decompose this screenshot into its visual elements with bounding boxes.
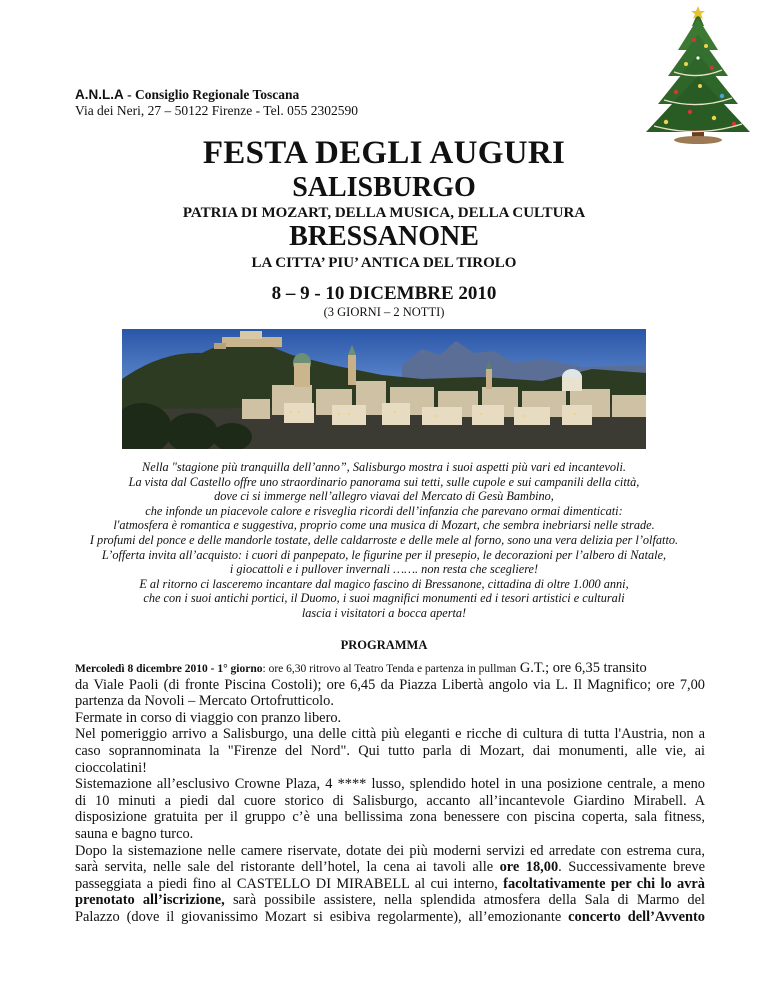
concert-venue-text: sarà possibile assistere, nella splendida atmosfera della Sala di Marmo del <box>224 892 705 909</box>
event-dates: 8 – 9 - 10 DICEMBRE 2010 <box>271 283 497 304</box>
dinner-time: ore 18,00 <box>499 859 559 876</box>
dinner-text: sarà servita, nelle sale del ristorante dell’hotel, la cena ai tavoli alle <box>75 859 500 876</box>
event-title: FESTA DEGLI AUGURI <box>202 135 566 171</box>
intro-line: I profumi del ponce e delle mandorle tostate, delle caldarroste e delle mele al forno, sono una vera delizia per l’olfatto. <box>89 532 679 547</box>
intro-line: La vista dal Castello offre uno straordinario panorama sui tetti, sulle cupole e sui campanili della città, <box>128 474 640 489</box>
mozart-palace-text: Palazzo (dove il giovanissimo Mozart si esibiva regolarmente), all’emozionante <box>75 908 569 925</box>
program-line: Sistemazione all’esclusivo Crowne Plaza, 4 **** lusso, splendido hotel in una posizione centrale, a meno <box>75 776 705 793</box>
optional-note: facoltativamente per chi lo avrà <box>503 875 705 892</box>
salisburgo-subtitle: PATRIA DI MOZART, DELLA MUSICA, DELLA CULTURA <box>182 205 586 221</box>
program-line <box>75 859 705 876</box>
program-heading: PROGRAMMA <box>340 638 428 652</box>
org-abbreviation: A.N.L.A <box>75 87 124 102</box>
program-line: Fermate in corso di viaggio con pranzo libero. <box>75 709 342 726</box>
program-line: da Viale Paoli (di fronte Piscina Costoli); ore 6,45 da Piazza Libertà angolo via L. Il Magnifico; ore 7,00 <box>75 676 705 693</box>
program-line: Dopo la sistemazione nelle camere riservate, dotate dei più moderni servizi ed arredate con estrema cura, <box>75 842 705 859</box>
program-line: sauna e bagno turco. <box>75 825 194 842</box>
program-line: caso soprannominata la "Firenze del Nord". Qui tutto parla di Mozart, dai monumenti, alle vie, ai <box>75 742 705 759</box>
intro-line: dove ci si immerge nell’allegro viavai del Mercato di Gesù Bambino, <box>214 489 554 504</box>
program-line: cioccolatini! <box>75 759 147 776</box>
event-duration: (3 GIORNI – 2 NOTTI) <box>323 305 445 319</box>
intro-line: che con i suoi antichi portici, il Duomo, i suoi magnifici monumenti ed i tesori artistici e culturali <box>143 591 625 606</box>
after-dinner-text: . Successivamente breve <box>558 859 705 876</box>
walk-text: passeggiata a piedi fino al CASTELLO DI MIRABELL al cui interno, <box>75 875 504 892</box>
program-line <box>75 892 705 909</box>
program-line <box>75 876 705 893</box>
registration-note: prenotato all’iscrizione, <box>75 892 225 909</box>
destination-bressanone: BRESSANONE <box>289 221 479 252</box>
christmas-tree-icon <box>634 6 762 146</box>
program-line: di 10 minuti a piedi dal cuore storico di Salisburgo, accanto all’incantevole Giardino Mirabell. A <box>75 792 705 809</box>
organization-address: Via dei Neri, 27 – 50122 Firenze - Tel. 055 2302590 <box>75 103 358 118</box>
intro-line: che infonde un piacevole calore e risveglia ricordi dell’infanzia che parevano ormai dimenticati: <box>145 503 623 518</box>
day1-transit: G.T.; ore 6,35 transito <box>516 660 647 676</box>
intro-line: lascia i visitatori a bocca aperta! <box>301 605 467 620</box>
intro-line: i giocattoli e i pullover invernali ……. non resta che scegliere! <box>229 562 539 577</box>
program-line <box>75 660 705 677</box>
intro-line: L’offerta invita all’acquisto: i cuori di panpepato, le figurine per il presepio, le decorazioni per l’albero di Natale, <box>101 547 667 562</box>
program-line: disposizione gratuita per il gruppo c’è una bellissima zona benessere con piscina coperta, sala fitness, <box>75 809 705 826</box>
program-line <box>75 909 705 926</box>
program-line: partenza da Novoli – Mercato Ortofrutticolo. <box>75 693 334 710</box>
introduction-text <box>0 460 768 621</box>
organization-name <box>75 86 299 103</box>
program-day1 <box>75 660 705 926</box>
salzburg-panorama-image <box>122 329 646 449</box>
program-line: Nel pomeriggio arrivo a Salisburgo, una delle città più eleganti e ricche di cultura di tutta l'Austria, non a <box>75 726 705 743</box>
day1-departure: : ore 6,30 ritrovo al Teatro Tenda e partenza in pullman <box>262 663 517 675</box>
intro-line: Nella "stagione più tranquilla dell’anno”, Salisburgo mostra i suoi aspetti più vari ed incantevoli. <box>142 460 626 474</box>
org-council: - Consiglio Regionale Toscana <box>123 87 300 102</box>
advent-concert: concerto dell’Avvento <box>568 908 705 925</box>
day1-label: Mercoledì 8 dicembre 2010 - 1° giorno <box>75 663 263 675</box>
intro-line: l'atmosfera è romantica e suggestiva, proprio come una musica di Mozart, che sembra inebriarsi nelle strade. <box>113 518 655 533</box>
intro-line: E al ritorno ci lasceremo incantare dal magico fascino di Bressanone, cittadina di oltre 1.000 anni, <box>139 576 629 591</box>
destination-salisburgo: SALISBURGO <box>292 172 476 203</box>
bressanone-subtitle: LA CITTA’ PIU’ ANTICA DEL TIROLO <box>251 255 517 271</box>
